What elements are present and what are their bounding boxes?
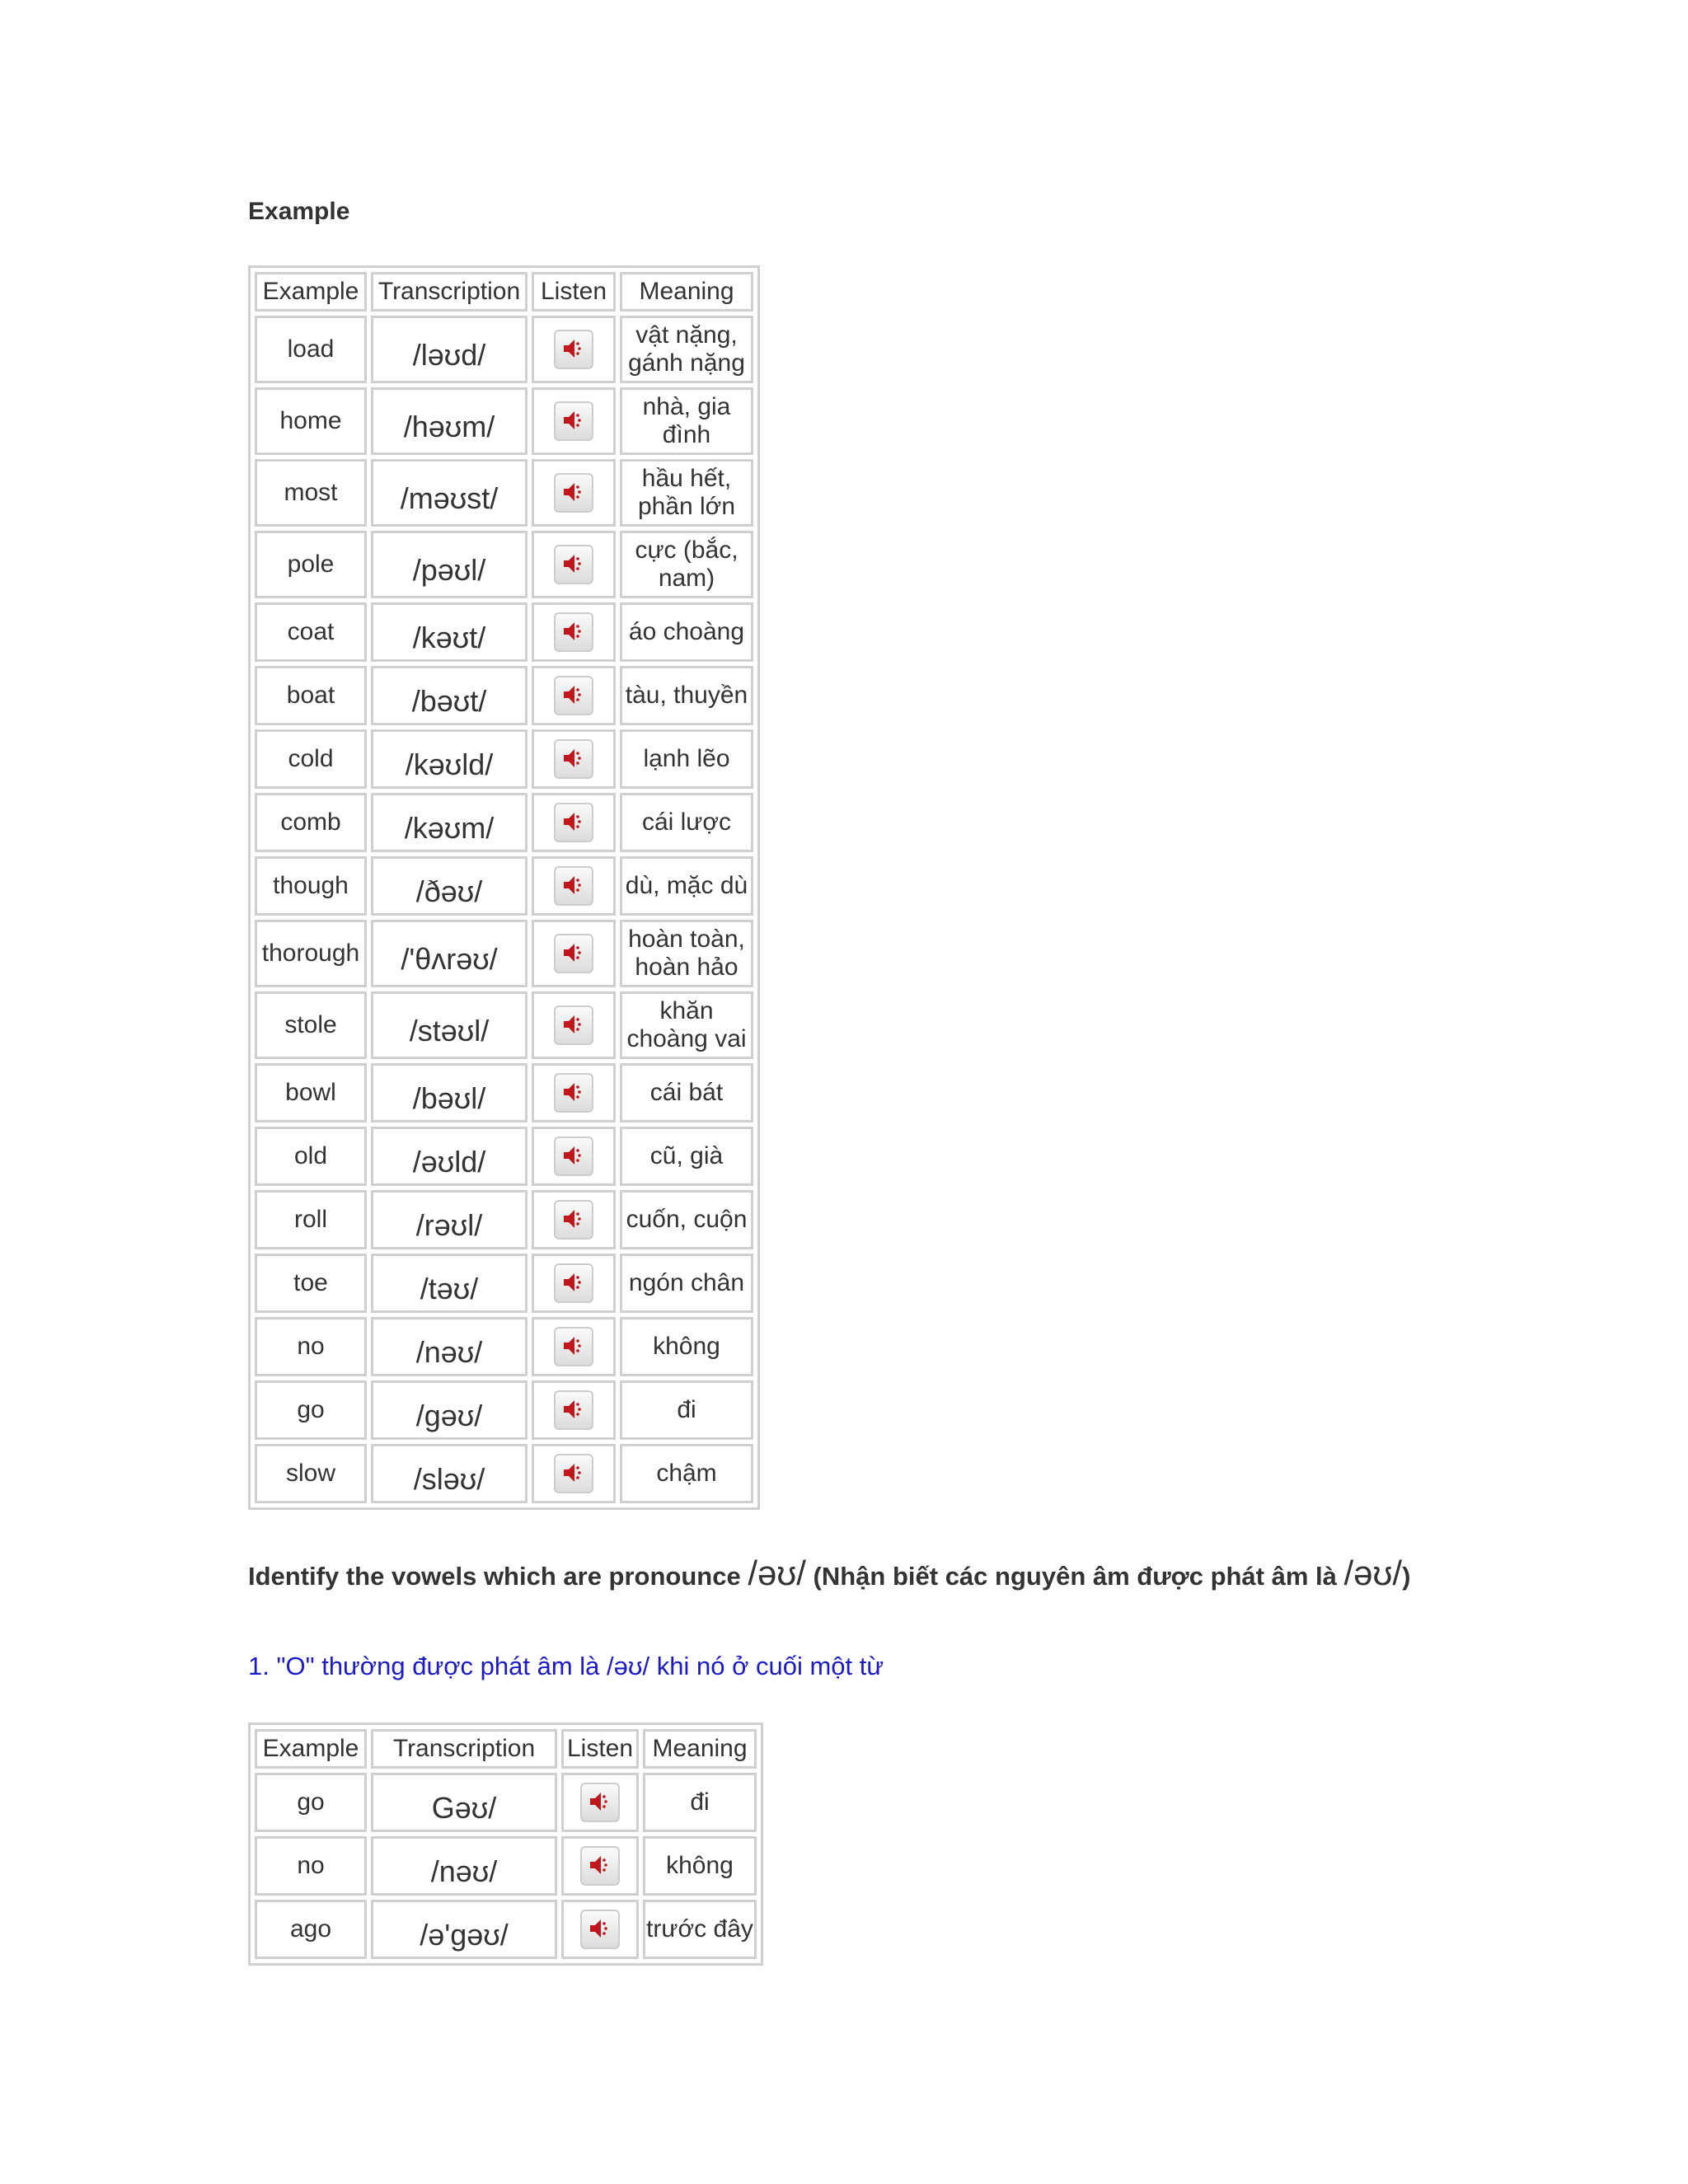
example-cell: though	[255, 856, 367, 916]
table-row	[255, 1063, 753, 1122]
header-transcription: Transcription	[371, 272, 528, 312]
listen-button[interactable]	[554, 401, 593, 441]
listen-cell	[532, 1380, 616, 1440]
example-cell: no	[255, 1836, 367, 1896]
identify-lead: Identify the vowels which are pronounce	[248, 1562, 748, 1591]
listen-button[interactable]	[554, 1454, 593, 1493]
table-row	[255, 1444, 753, 1503]
example-cell: coat	[255, 602, 367, 662]
transcription-text: /əʊld/	[412, 1144, 486, 1179]
listen-button[interactable]	[580, 1910, 620, 1949]
transcription-cell	[371, 1444, 528, 1503]
example-cell: load	[255, 316, 367, 383]
transcription-cell	[371, 793, 528, 852]
table-row	[255, 729, 753, 789]
header-transcription: Transcription	[371, 1729, 557, 1769]
table-row	[255, 531, 753, 598]
example-cell: thorough	[255, 920, 367, 987]
transcription-cell	[371, 387, 528, 455]
listen-cell	[561, 1900, 639, 1959]
listen-button[interactable]	[554, 1327, 593, 1366]
meaning-cell: cuốn, cuộn	[620, 1190, 753, 1249]
listen-cell	[561, 1836, 639, 1896]
transcription-text: /nəʊ/	[430, 1854, 498, 1888]
transcription-text: /ðəʊ/	[415, 874, 483, 908]
meaning-cell: không	[643, 1836, 757, 1896]
table-row	[255, 793, 753, 852]
identify-ipa-2: /əʊ/	[1343, 1554, 1403, 1592]
transcription-cell	[371, 1836, 557, 1896]
example-cell: roll	[255, 1190, 367, 1249]
listen-button[interactable]	[554, 866, 593, 906]
transcription-cell	[371, 920, 528, 987]
transcription-cell	[371, 666, 528, 725]
transcription-text: Gəʊ/	[431, 1790, 497, 1825]
example-cell: most	[255, 459, 367, 527]
listen-cell	[532, 991, 616, 1059]
rule-1: 1. "O" thường được phát âm là /əʊ/ khi nó ở cuối một từ	[248, 1652, 884, 1680]
rule-1-table	[248, 1722, 763, 1966]
meaning-cell: vật nặng, gánh nặng	[620, 316, 753, 383]
listen-cell	[532, 316, 616, 383]
table-row	[255, 920, 753, 987]
example-cell: stole	[255, 991, 367, 1059]
meaning-cell: cũ, già	[620, 1127, 753, 1186]
example-cell: old	[255, 1127, 367, 1186]
transcription-text: /stəʊl/	[409, 1013, 490, 1047]
header-listen: Listen	[532, 272, 616, 312]
table-row	[255, 602, 753, 662]
meaning-cell: đi	[620, 1380, 753, 1440]
example-cell: cold	[255, 729, 367, 789]
listen-cell	[532, 387, 616, 455]
example-cell: boat	[255, 666, 367, 725]
listen-cell	[532, 1127, 616, 1186]
meaning-cell: dù, mặc dù	[620, 856, 753, 916]
identify-tail: )	[1402, 1562, 1411, 1591]
meaning-cell: cái lược	[620, 793, 753, 852]
listen-cell	[532, 1254, 616, 1313]
transcription-text: /'θʌrəʊ/	[401, 941, 498, 976]
table-header-row	[255, 1729, 757, 1769]
table-row	[255, 991, 753, 1059]
transcription-text: /gəʊ/	[415, 1398, 483, 1432]
vocabulary-table	[248, 265, 760, 1510]
transcription-text: /pəʊl/	[412, 552, 486, 587]
listen-cell	[532, 1063, 616, 1122]
transcription-text: /rəʊl/	[415, 1207, 483, 1242]
example-cell: pole	[255, 531, 367, 598]
identify-ipa-1: /əʊ/	[748, 1554, 806, 1592]
listen-cell	[532, 666, 616, 725]
listen-button[interactable]	[554, 1073, 593, 1113]
table-row	[255, 316, 753, 383]
table-row	[255, 666, 753, 725]
header-example: Example	[255, 1729, 367, 1769]
listen-button[interactable]	[554, 545, 593, 584]
transcription-cell	[371, 602, 528, 662]
listen-cell	[532, 920, 616, 987]
example-cell: go	[255, 1773, 367, 1832]
listen-button[interactable]	[554, 676, 593, 715]
meaning-cell: áo choàng	[620, 602, 753, 662]
transcription-cell	[371, 1317, 528, 1376]
listen-button[interactable]	[554, 1390, 593, 1430]
meaning-cell: chậm	[620, 1444, 753, 1503]
listen-cell	[532, 1444, 616, 1503]
example-cell: bowl	[255, 1063, 367, 1122]
transcription-text: /bəʊl/	[412, 1080, 486, 1115]
listen-button[interactable]	[554, 1263, 593, 1303]
transcription-cell	[371, 991, 528, 1059]
table-row	[255, 1254, 753, 1313]
table-row	[255, 387, 753, 455]
listen-cell	[532, 1317, 616, 1376]
table-row	[255, 1900, 757, 1959]
example-cell: toe	[255, 1254, 367, 1313]
header-listen: Listen	[561, 1729, 639, 1769]
example-cell: go	[255, 1380, 367, 1440]
meaning-cell: trước đây	[643, 1900, 757, 1959]
table-row	[255, 1773, 757, 1832]
transcription-cell	[371, 459, 528, 527]
identify-middle: (Nhận biết các nguyên âm được phát âm là	[805, 1562, 1344, 1591]
transcription-cell	[371, 1190, 528, 1249]
section-heading: Example	[248, 198, 350, 225]
listen-cell	[561, 1773, 639, 1832]
table-row	[255, 1190, 753, 1249]
transcription-cell	[371, 1773, 557, 1832]
listen-button[interactable]	[554, 330, 593, 369]
meaning-cell: cực (bắc, nam)	[620, 531, 753, 598]
listen-button[interactable]	[554, 803, 593, 842]
table-row	[255, 459, 753, 527]
listen-button[interactable]	[580, 1783, 620, 1822]
table-header-row	[255, 272, 753, 312]
table-row	[255, 1836, 757, 1896]
transcription-text: /ə'gəʊ/	[420, 1917, 509, 1952]
meaning-cell: không	[620, 1317, 753, 1376]
listen-cell	[532, 1190, 616, 1249]
transcription-text: /həʊm/	[403, 409, 495, 443]
meaning-cell: cái bát	[620, 1063, 753, 1122]
transcription-cell	[371, 1063, 528, 1122]
meaning-cell: tàu, thuyền	[620, 666, 753, 725]
table-row	[255, 1317, 753, 1376]
transcription-text: /sləʊ/	[413, 1461, 485, 1496]
table-row	[255, 1127, 753, 1186]
transcription-cell	[371, 729, 528, 789]
listen-cell	[532, 729, 616, 789]
listen-cell	[532, 531, 616, 598]
header-example: Example	[255, 272, 367, 312]
listen-cell	[532, 602, 616, 662]
listen-cell	[532, 793, 616, 852]
example-cell: no	[255, 1317, 367, 1376]
transcription-cell	[371, 316, 528, 383]
example-cell: comb	[255, 793, 367, 852]
transcription-cell	[371, 1127, 528, 1186]
listen-button[interactable]	[554, 934, 593, 973]
listen-button[interactable]	[554, 612, 593, 652]
listen-button[interactable]	[554, 1200, 593, 1240]
meaning-cell: hầu hết, phần lớn	[620, 459, 753, 527]
transcription-text: /kəʊt/	[412, 620, 486, 654]
listen-button[interactable]	[554, 739, 593, 779]
example-cell: slow	[255, 1444, 367, 1503]
header-meaning: Meaning	[620, 272, 753, 312]
transcription-text: /kəʊld/	[405, 747, 494, 781]
transcription-text: /ləʊd/	[412, 337, 486, 372]
listen-button[interactable]	[554, 1005, 593, 1045]
transcription-text: /bəʊt/	[411, 683, 487, 718]
table-row	[255, 1380, 753, 1440]
meaning-cell: lạnh lẽo	[620, 729, 753, 789]
meaning-cell: khăn choàng vai	[620, 991, 753, 1059]
meaning-cell: hoàn toàn, hoàn hảo	[620, 920, 753, 987]
meaning-cell: đi	[643, 1773, 757, 1832]
listen-button[interactable]	[554, 473, 593, 513]
example-cell: ago	[255, 1900, 367, 1959]
example-cell: home	[255, 387, 367, 455]
transcription-text: /məʊst/	[400, 480, 499, 515]
listen-button[interactable]	[554, 1137, 593, 1176]
transcription-cell	[371, 1380, 528, 1440]
meaning-cell: ngón chân	[620, 1254, 753, 1313]
listen-button[interactable]	[580, 1846, 620, 1886]
transcription-cell	[371, 1900, 557, 1959]
listen-cell	[532, 856, 616, 916]
meaning-cell: nhà, gia đình	[620, 387, 753, 455]
transcription-text: /nəʊ/	[415, 1334, 483, 1369]
transcription-cell	[371, 1254, 528, 1313]
header-meaning: Meaning	[643, 1729, 757, 1769]
transcription-text: /kəʊm/	[404, 810, 495, 845]
transcription-cell	[371, 856, 528, 916]
listen-cell	[532, 459, 616, 527]
transcription-cell	[371, 531, 528, 598]
identify-heading	[248, 1554, 1410, 1593]
table-row	[255, 856, 753, 916]
transcription-text: /təʊ/	[420, 1271, 479, 1305]
